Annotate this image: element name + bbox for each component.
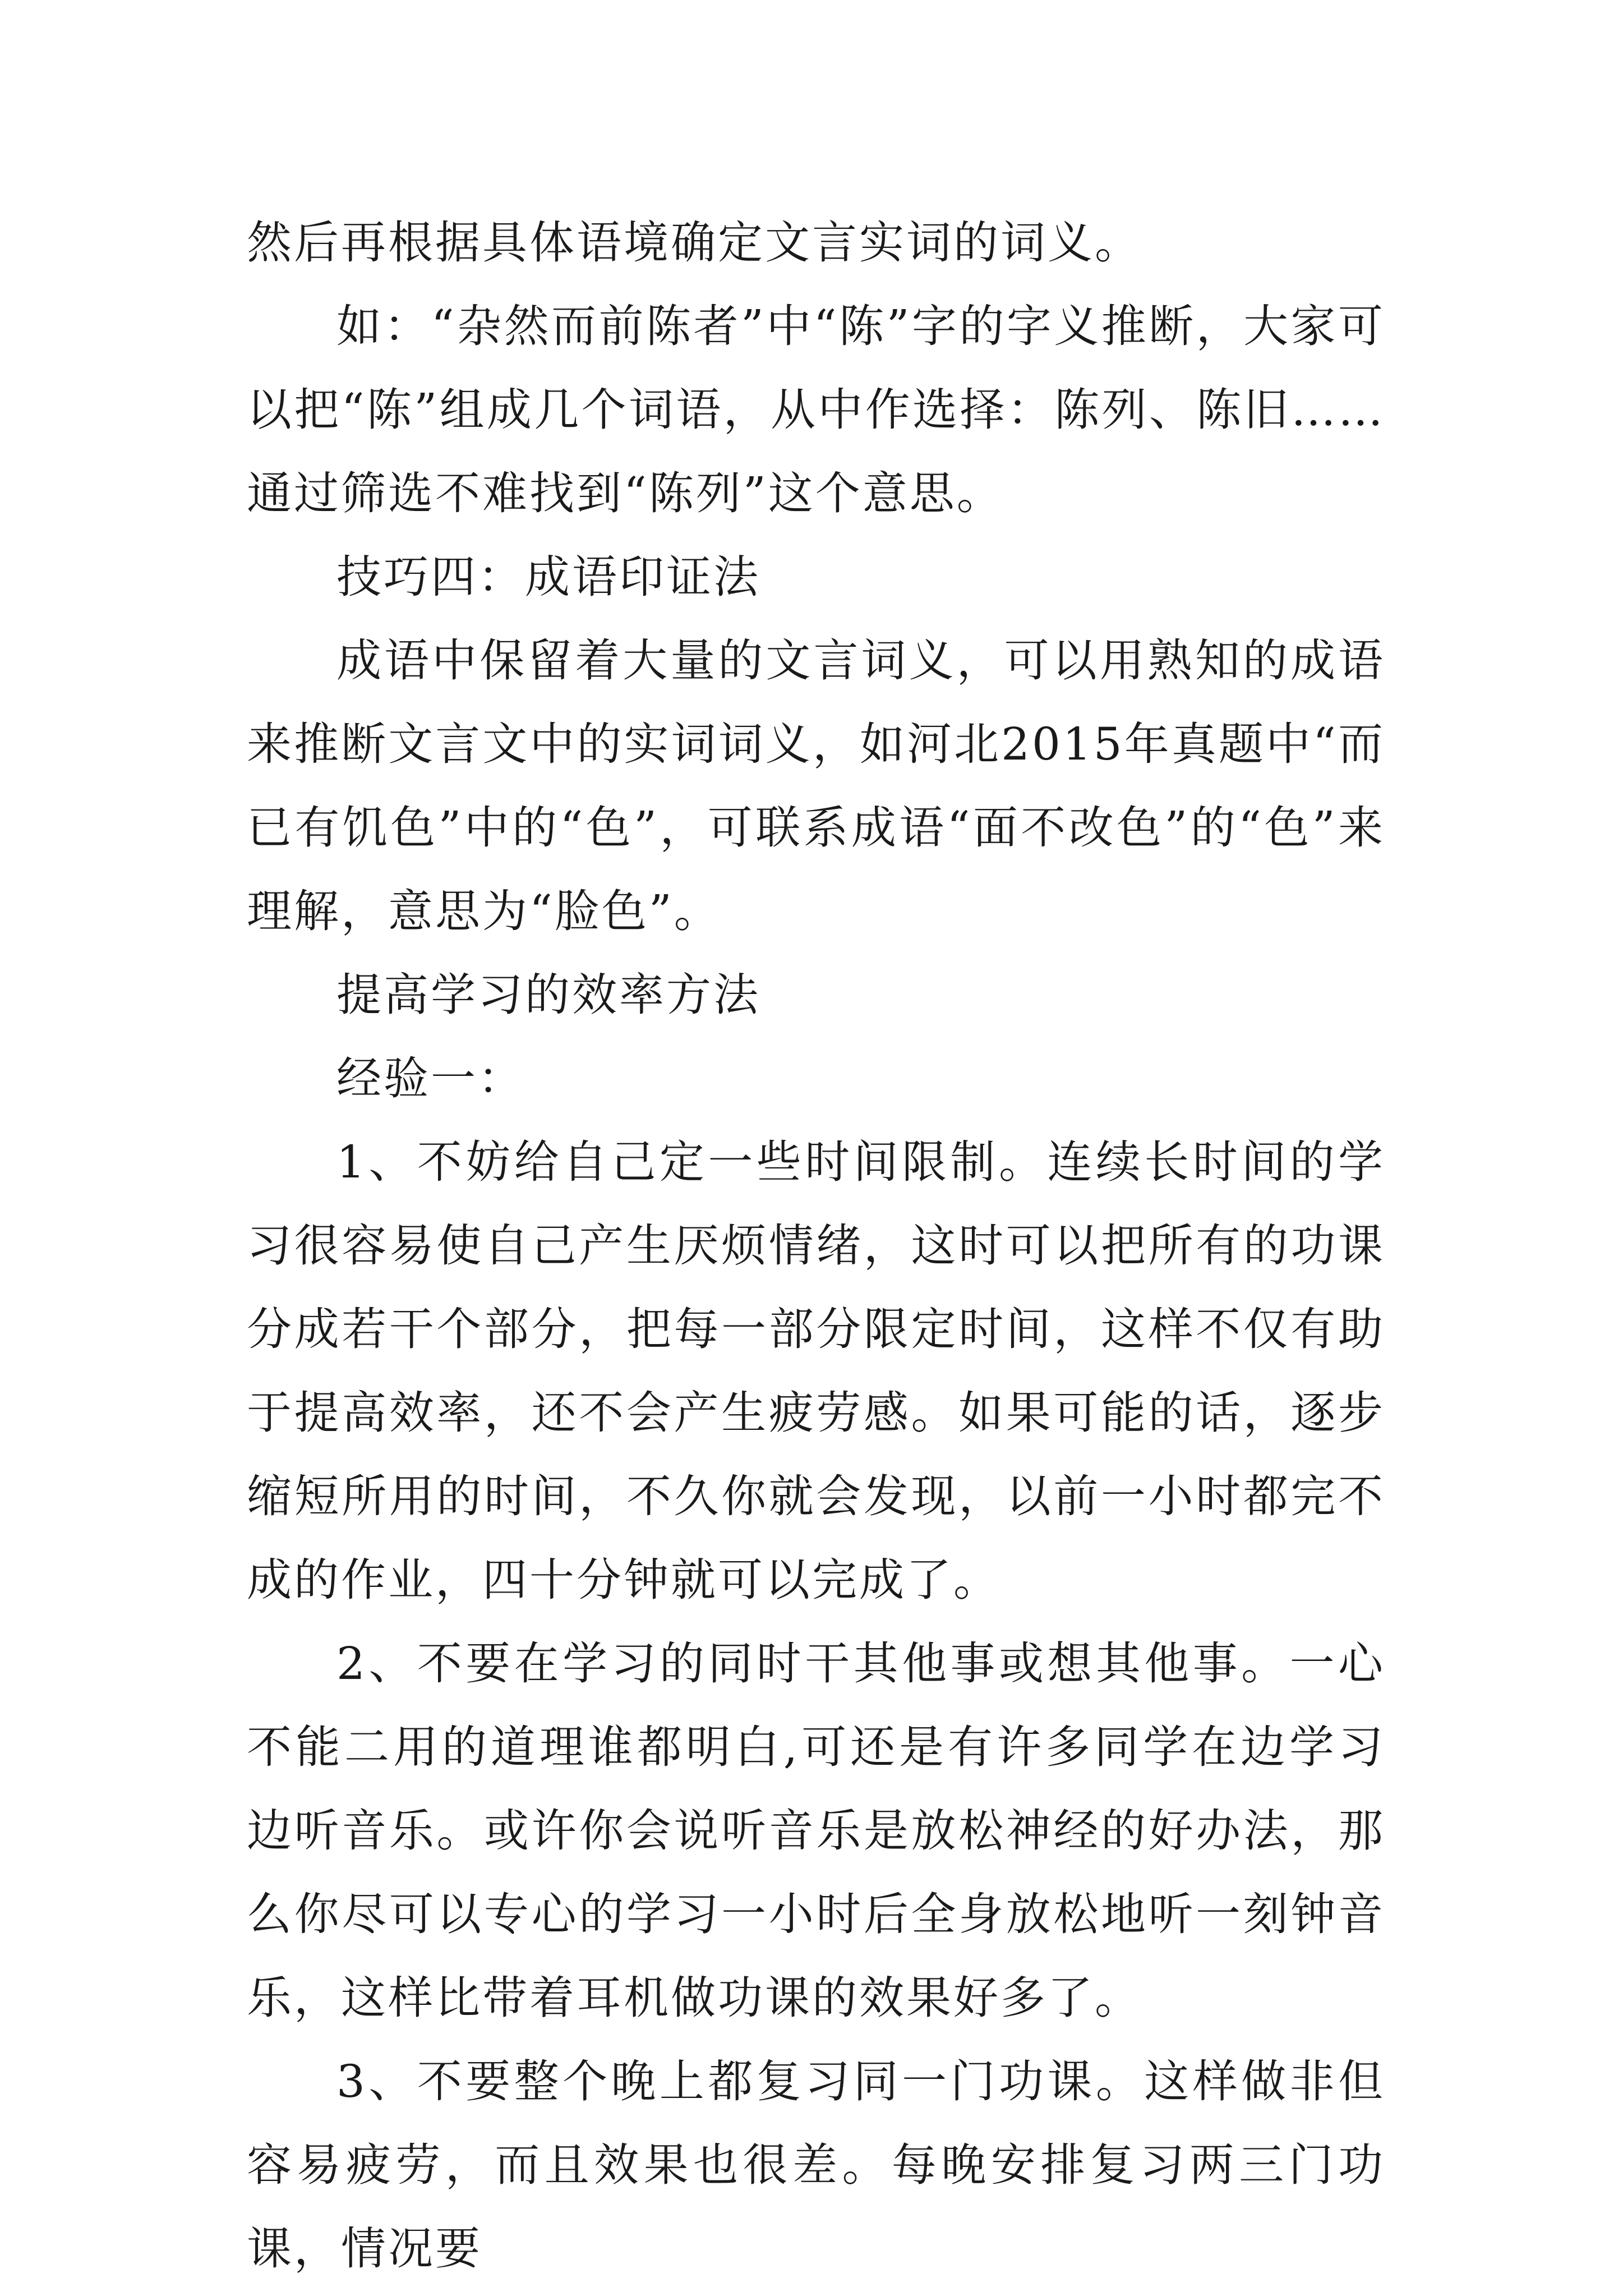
list-item-no-multitasking: 2、不要在学习的同时干其他事或想其他事。一心不能二用的道理谁都明白,可还是有许多同学在边学习边听音乐。或许你会说听音乐是放松神经的好办法，那么你尽可以专心的学习一小时后全身放松地听一刻钟音乐，这样比带着耳机做功课的效果好多了。 [247,1637,1385,2024]
paragraph-continuation: 然后再根据具体语境确定文言实词的词义。 [247,217,1142,269]
heading-experience-one: 经验一： [336,1052,525,1105]
document-body [247,201,1385,2290]
paragraph-idiom-method: 成语中保留着大量的文言词义，可以用熟知的成语来推断文言文中的实词词义，如河北2015年真题中“而已有饥色”中的“色”，可联系成语“面不改色”的“色”来理解，意思为“脸色”。 [247,634,1385,937]
heading-technique-four: 技巧四：成语印证法 [336,551,760,603]
list-item-time-limit: 1、不妨给自己定一些时间限制。连续长时间的学习很容易使自己产生厌烦情绪，这时可以把所有的功课分成若干个部分，把每一部分限定时间，这样不仅有助于提高效率，还不会产生疲劳感。如果可能的话，逐步缩短所用的时间，不久你就会发现，以前一小时都完不成的作业，四十分钟就可以完成了。 [247,1136,1385,1606]
list-item-vary-subjects: 3、不要整个晚上都复习同一门功课。这样做非但容易疲劳，而且效果也很差。每晚安排复习两三门功课，情况要 [247,2055,1385,2275]
paragraph-example-chen: 如：“杂然而前陈者”中“陈”字的字义推断，大家可以把“陈”组成几个词语，从中作选择：陈列、陈旧……通过筛选不难找到“陈列”这个意思。 [247,300,1385,519]
heading-efficiency-methods: 提高学习的效率方法 [336,969,760,1021]
